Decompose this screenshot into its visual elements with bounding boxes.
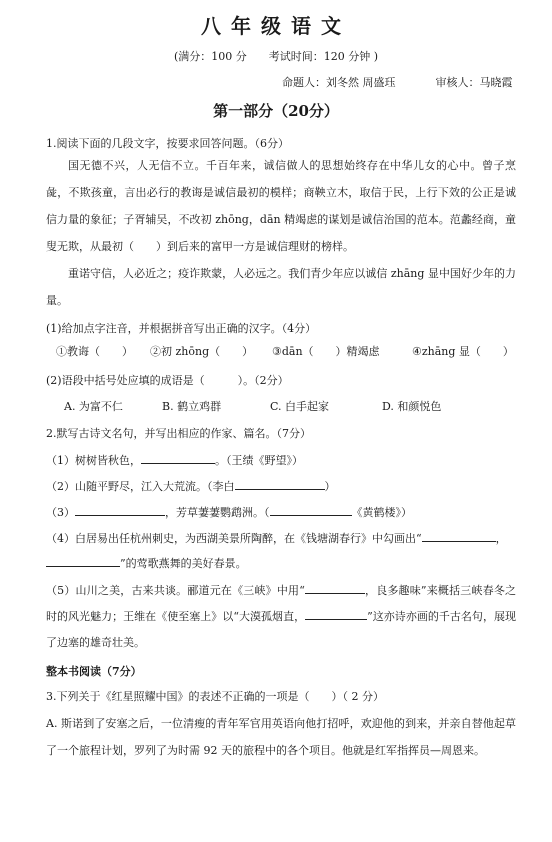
q2-line-4b: ”的莺歌燕舞的美好春景。 (46, 555, 247, 571)
reviewer: 审核人：马晓霞 (435, 76, 513, 89)
exam-subtitle: (满分：100 分 考试时间：120 分钟 ) (173, 50, 379, 63)
answer-blank[interactable] (305, 582, 365, 594)
q2-line-2: （2）山随平野尽，江入大荒流。（李白 ） (46, 480, 336, 493)
q2-line-1: （1）树树皆秋色， 。（王绩《野望》） (46, 454, 303, 467)
answer-blank[interactable] (75, 504, 165, 516)
q1-sub1-item-3: ③dān（ ）精竭虑 (272, 345, 380, 358)
q2-line-4a: （4）白居易出任杭州刺史，为西湖美景所陶醉，在《钱塘湖春行》中勾画出“ ， (46, 532, 507, 545)
answer-blank[interactable] (141, 452, 215, 464)
q1-sub2: (2)语段中括号处应填的成语是（ ）。（2分） (46, 374, 289, 387)
q2-item-5: （5）山川之美，古来共谈。郦道元在《三峡》中用“ ，良多趣味”来概括三峡春冬之时的风光魅力；王维在《使至塞上》以“大漠孤烟直， ”这亦诗亦画的千古名句，展现了边塞的雄奇壮美。 (46, 584, 517, 649)
q1-paragraph-1: 国无德不兴，人无信不立。千百年来，诚信做人的思想始终存在中华儿女的心中。曾子烹彘，不欺孩童，言出必行的教诲是诚信最初的模样；商鞅立木，取信于民，上行下效的公正是诚信力量的象征；子胥辅吴，不改初 zhōng，dān 精竭虑的谋划是诚信治国的范本。范蠡经商，童叟无欺，从最初（ ）到后来的富甲一方是诚信理财的榜样。 (46, 159, 516, 253)
q3-option-a: A. 斯诺到了安塞之后，一位清瘦的青年军官用英语向他打招呼，欢迎他的到来，并亲自替他起草了一个旅程计划，罗列了为时需 92 天的旅程中的各个项目。他就是红军指挥员—周恩来。 (46, 717, 516, 757)
q3-prompt: 3.下列关于《红星照耀中国》的表述不正确的一项是（ ）（ 2 分） (46, 690, 384, 703)
q1-sub1: (1)给加点字注音，并根据拼音写出正确的汉字。（4分） (46, 322, 317, 335)
q1-prompt: 1.阅读下面的几段文字，按要求回答问题。（6分） (46, 137, 289, 150)
q1-sub1-item-4: ④zhāng 显（ ） (412, 345, 514, 358)
exam-title: 八年级语文 (201, 14, 351, 38)
q1-option-b: B. 鹤立鸡群 (162, 400, 222, 413)
q1-sub1-item-2: ②初 zhōng（ ） (150, 345, 254, 358)
reading-heading: 整本书阅读（7分） (46, 665, 142, 678)
answer-blank[interactable] (305, 608, 367, 620)
q1-option-d: D. 和颜悦色 (382, 400, 442, 413)
setters: 命题人：刘冬然 周盛珏 (282, 76, 396, 89)
answer-blank[interactable] (270, 504, 352, 516)
q2-line-3: （3） ，芳草萋萋鹦鹉洲。（ 《黄鹤楼》） (46, 506, 412, 519)
q1-sub1-item-1: ①教诲（ ） (56, 345, 133, 358)
part-heading: 第一部分（20分） (213, 102, 339, 120)
q1-paragraph-2: 重诺守信，人必近之；疫诈欺蒙，人必远之。我们青少年应以诚信 zhāng 显中国好少年的力量。 (46, 267, 516, 307)
exam-authors (282, 74, 513, 90)
answer-blank[interactable] (235, 478, 325, 490)
q1-option-a: A. 为富不仁 (64, 400, 123, 413)
q2-prompt: 2.默写古诗文名句，并写出相应的作家、篇名。（7分） (46, 427, 311, 440)
q1-option-c: C. 白手起家 (270, 400, 330, 413)
answer-blank[interactable] (422, 530, 496, 542)
answer-blank[interactable] (46, 555, 120, 567)
